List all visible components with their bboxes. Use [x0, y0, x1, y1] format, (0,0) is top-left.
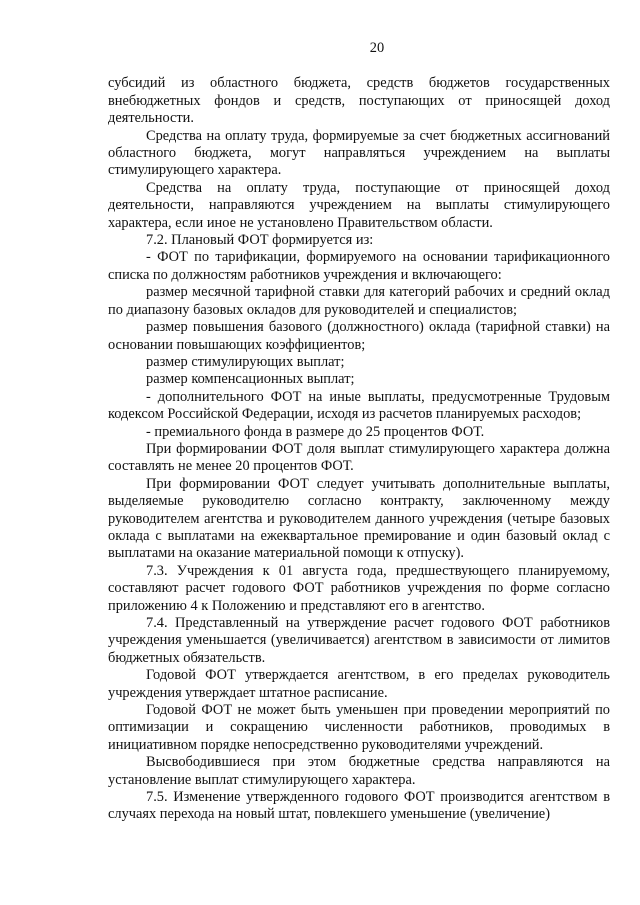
paragraph: размер стимулирующих выплат;	[146, 353, 345, 370]
paragraph: - ФОТ по тарификации, формируемого на основании тарификационного списка по должностям работников учреждения и включающего:	[108, 249, 610, 283]
paragraph: Средства на оплату труда, поступающие от приносящей доход деятельности, направляются учреждением на выплаты стимулирующего характера, если иное не установлено Правительством области.	[108, 179, 610, 231]
paragraph: Средства на оплату труда, формируемые за счет бюджетных ассигнований областного бюджета, могут направляться учреждением на выплаты стимулирующего характера.	[108, 127, 610, 179]
paragraph: - премиального фонда в размере до 25 процентов ФОТ.	[146, 423, 485, 440]
paragraph: Годовой ФОТ не может быть уменьшен при проведении мероприятий по оптимизации и сокращению численности работников, проводимых в инициативном порядке непосредственно руководителями учреждений.	[108, 702, 610, 753]
paragraph: 7.2. Плановый ФОТ формируется из:	[146, 232, 374, 249]
paragraph: При формировании ФОТ доля выплат стимулирующего характера должна составлять не менее 20 процентов ФОТ.	[108, 440, 610, 475]
paragraph: 7.3. Учреждения к 01 августа года, предшествующего планируемому, составляют расчет годового ФОТ работников учреждения по форме согласно приложению 4 к Положению и представляют его в агентство.	[108, 562, 610, 614]
paragraph: 7.5. Изменение утвержденного годового ФОТ производится агентством в случаях перехода на новый штат, повлекшего уменьшение (увеличение)	[108, 789, 610, 823]
paragraph: размер компенсационных выплат;	[146, 371, 355, 388]
paragraph: При формировании ФОТ следует учитывать дополнительные выплаты, выделяемые руководителю согласно контракту, заключенному между руководителем агентства и руководителем данного учреждения (четыре базовых оклада с выплатами на ежеквартальное премирование и один базовый оклад с выплатами на оказание материальной помощи к отпуску).	[108, 475, 610, 562]
paragraph: Годовой ФОТ утверждается агентством, в его пределах руководитель учреждения утверждает штатное расписание.	[108, 667, 610, 701]
page-number: 20	[369, 40, 385, 56]
paragraph: размер повышения базового (должностного) оклада (тарифной ставки) на основании повышающих коэффициентов;	[108, 319, 610, 353]
paragraph: - дополнительного ФОТ на иные выплаты, предусмотренные Трудовым кодексом Российской Федерации, исходя из расчетов планируемых расходов;	[108, 388, 610, 423]
paragraph: 7.4. Представленный на утверждение расчет годового ФОТ работников учреждения уменьшается (увеличивается) агентством в зависимости от лимитов бюджетных обязательств.	[108, 615, 610, 666]
paragraph: Высвободившиеся при этом бюджетные средства направляются на установление выплат стимулирующего характера.	[108, 754, 610, 788]
document-body	[108, 75, 610, 823]
paragraph: субсидий из областного бюджета, средств бюджетов государственных внебюджетных фондов и средств, поступающих от приносящей доход деятельности.	[108, 75, 610, 127]
paragraph: размер месячной тарифной ставки для категорий рабочих и средний оклад по диапазону базовых окладов для руководителей и специалистов;	[108, 284, 610, 318]
